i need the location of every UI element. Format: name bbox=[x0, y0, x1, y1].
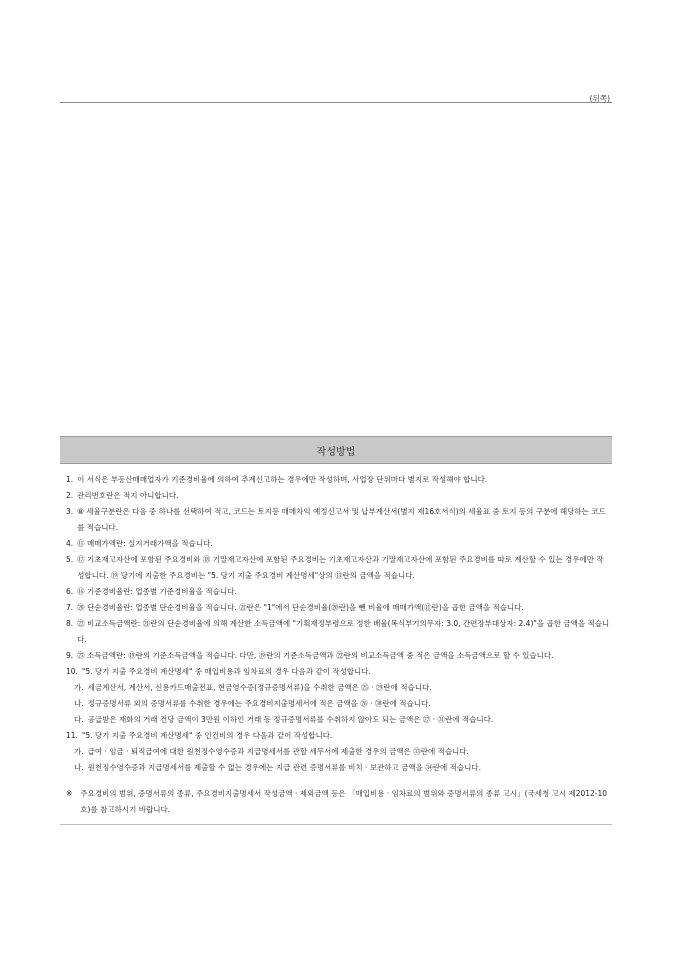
sub-list-item bbox=[60, 680, 612, 696]
item-text: ⑳ 단순경비율란: 업종별 단순경비율을 적습니다. ㉑란은 "1"에서 단순경비율(⑳란)을 뺀 비율에 매매가액(⑪란)을 곱한 금액을 적습니다. bbox=[77, 603, 524, 612]
item-number: 7. bbox=[66, 603, 74, 612]
item-text: 이 서식은 부동산매매업자가 기준경비율에 의하여 추계신고하는 경우에만 작성하며, 사업장 단위마다 별지로 작성해야 합니다. bbox=[77, 475, 488, 484]
item-text: ㉒ 비교소득금액란: ㉑란의 단순경비율에 의해 계산한 소득금액에 "기획재정부령으로 정한 배율(복식부기의무자: 3.0, 간편장부대상자: 2.4)"을 곱한 금액을 적습니다. bbox=[77, 619, 610, 644]
item-number: 10. bbox=[66, 667, 78, 676]
item-text: ⑪ 매매가액란: 실지거래가액을 적습니다. bbox=[77, 539, 213, 548]
sub-item-marker: 나. bbox=[74, 699, 84, 708]
list-item bbox=[60, 664, 612, 680]
item-number: 1. bbox=[66, 475, 74, 484]
sub-list-item bbox=[60, 712, 612, 728]
sub-item-text: 공급받은 재화의 거래 건당 금액이 3만원 이하인 거래 등 정규증명서류를 수취하지 않아도 되는 금액은 ㉗ · ㉛란에 적습니다. bbox=[87, 715, 494, 724]
list-item bbox=[60, 472, 612, 488]
list-item bbox=[60, 616, 612, 648]
list-item bbox=[60, 728, 612, 744]
sub-list-item bbox=[60, 760, 612, 776]
item-number: 3. bbox=[66, 507, 74, 516]
sub-list-item bbox=[60, 744, 612, 760]
list-item bbox=[60, 552, 612, 584]
sub-item-text: 급여 · 임금 · 퇴직급여에 대한 원천징수영수증과 지급명세서를 관할 세무서에 제출한 경우의 금액은 ㉝란에 적습니다. bbox=[87, 747, 469, 756]
list-item bbox=[60, 648, 612, 664]
sub-item-marker: 가. bbox=[74, 747, 84, 756]
sub-list-item bbox=[60, 696, 612, 712]
item-text: ⑰ 기초재고자산에 포함된 주요경비와 ⑱ 기말재고자산에 포함된 주요경비는 기초재고자산과 기말재고자산에 포함된 주요경비를 따로 계산할 수 있는 경우에만 작성합니다. ⑲ 당기에 지출한 주요경비는 "5. 당기 지출 주요경비 계산명세"상의 ⑬란의 금액을 적습니다. bbox=[77, 555, 604, 580]
list-item bbox=[60, 536, 612, 552]
top-divider bbox=[60, 102, 612, 103]
item-text: ⑧ 세율구분란은 다음 중 하나를 선택하여 적고, 코드는 토지등 매매차익 예정신고서 및 납부계산서(별지 제16호서식)의 세율표 중 토지 등의 구분에 해당하는 코드를 적습니다. bbox=[77, 507, 606, 532]
item-number: 11. bbox=[66, 731, 78, 740]
item-number: 5. bbox=[66, 555, 74, 564]
item-number: 9. bbox=[66, 651, 74, 660]
item-text: 관리번호란은 적지 아니합니다. bbox=[77, 491, 179, 500]
sub-item-marker: 가. bbox=[74, 683, 84, 692]
note-text: 주요경비의 범위, 증명서류의 종류, 주요경비지출명세서 작성금액 · 제외금액 등은 「매입비용 · 임차료의 범위와 증명서류의 종류 고시」(국세청 고시 제2012-10호)를 참고하시기 바랍니다. bbox=[80, 789, 608, 814]
bottom-divider bbox=[60, 824, 612, 825]
sub-item-text: 정규증명서류 외의 증명서류를 수취한 경우에는 주요경비지출명세서에 적은 금액을 ㉖ · ㉚란에 적습니다. bbox=[87, 699, 431, 708]
item-number: 8. bbox=[66, 619, 74, 628]
item-text: ⑯ 기준경비율란: 업종별 기준경비율을 적습니다. bbox=[77, 587, 237, 596]
instructions-section bbox=[60, 436, 612, 825]
item-text: ㉓ 소득금액란: ⑲란의 기준소득금액을 적습니다. 다만, ⑲란의 기준소득금액과 ㉒란의 비교소득금액 중 적은 금액을 소득금액으로 할 수 있습니다. bbox=[77, 651, 554, 660]
item-text: "5. 당기 지출 주요경비 계산명세" 중 매입비용과 임차료의 경우 다음과 같이 작성합니다. bbox=[81, 667, 371, 676]
instruction-list bbox=[60, 464, 612, 818]
list-item bbox=[60, 600, 612, 616]
item-text: "5. 당기 지출 주요경비 계산명세" 중 인건비의 경우 다음과 같이 작성합니다. bbox=[81, 731, 333, 740]
sub-item-text: 원천징수영수증과 지급명세서를 제출할 수 없는 경우에는 지급 관련 증명서류를 비치 · 보관하고 금액을 ㉞란에 적습니다. bbox=[87, 763, 482, 772]
list-item bbox=[60, 504, 612, 536]
sub-item-text: 세금계산서, 계산서, 신용카드매출전표, 현금영수증(정규증명서류)을 수취한 금액은 ㉕ · ㉙란에 적습니다. bbox=[87, 683, 432, 692]
item-number: 6. bbox=[66, 587, 74, 596]
sub-item-marker: 나. bbox=[74, 763, 84, 772]
sub-item-marker: 다. bbox=[74, 715, 84, 724]
list-item bbox=[60, 488, 612, 504]
item-number: 2. bbox=[66, 491, 74, 500]
list-item bbox=[60, 584, 612, 600]
item-number: 4. bbox=[66, 539, 74, 548]
back-page-label: (뒤쪽) bbox=[589, 94, 610, 103]
reference-note bbox=[60, 786, 612, 818]
section-title: 작성방법 bbox=[60, 436, 612, 464]
note-mark: ※ bbox=[66, 789, 73, 798]
